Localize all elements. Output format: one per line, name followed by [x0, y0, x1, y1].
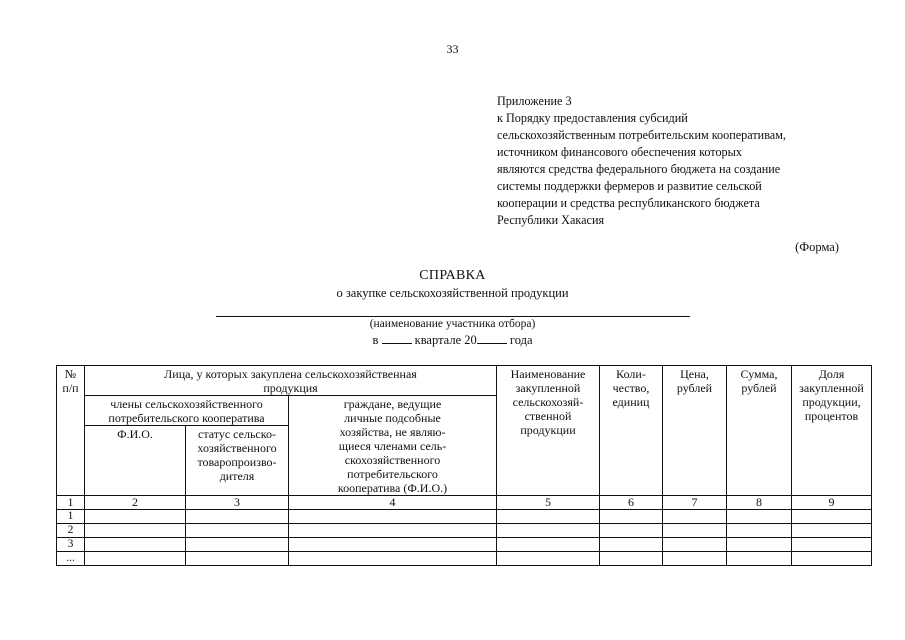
appendix-note: [497, 93, 877, 229]
header-text: потребительского: [347, 467, 438, 481]
header-text: Цена,: [680, 367, 709, 381]
header-sum: [727, 366, 792, 496]
column-number-row: [57, 496, 872, 510]
header-members: [85, 396, 289, 426]
header-text: п/п: [62, 381, 79, 395]
header-text: Коли-: [616, 367, 646, 381]
quarter-blank: [382, 333, 412, 344]
table-cell: [663, 552, 727, 566]
header-text: закупленной: [799, 381, 864, 395]
page-number: 33: [446, 42, 459, 56]
header-text: граждане, ведущие: [343, 397, 442, 411]
column-number: 7: [663, 496, 727, 510]
table-cell: [600, 538, 663, 552]
header-text: закупленной: [515, 381, 581, 395]
year-blank: [477, 333, 507, 344]
header-persons: [85, 366, 497, 396]
table-cell: [186, 510, 289, 524]
table-row: [57, 510, 872, 524]
header-text: процентов: [804, 409, 859, 423]
header-text: кооператива (Ф.И.О.): [337, 481, 448, 495]
table-cell: [600, 552, 663, 566]
header-text: хозяйства, не являю-: [339, 425, 446, 439]
appendix-line: системы поддержки фермеров и развитие сельской: [497, 179, 762, 193]
header-text: рублей: [676, 381, 713, 395]
row-number: 3: [57, 538, 85, 552]
table-cell: [792, 510, 872, 524]
column-number: 3: [186, 496, 289, 510]
header-text: потребительского кооператива: [108, 411, 265, 425]
table-cell: [792, 524, 872, 538]
table-row: [57, 538, 872, 552]
table-cell: [727, 510, 792, 524]
table-cell: [600, 510, 663, 524]
table-cell: [663, 538, 727, 552]
table-cell: [186, 552, 289, 566]
table-cell: [792, 538, 872, 552]
appendix-line: к Порядку предоставления субсидий: [497, 111, 688, 125]
appendix-line: источником финансового обеспечения которых: [497, 145, 742, 159]
table-cell: [727, 538, 792, 552]
header-text: щиеся членами сель-: [338, 439, 447, 453]
form-label: (Форма): [795, 240, 839, 254]
header-text: продукция: [263, 381, 318, 395]
header-text: личные подсобные: [344, 411, 441, 425]
header-text: продукции: [520, 423, 576, 437]
table-cell: [663, 510, 727, 524]
table-cell: [497, 524, 600, 538]
appendix-line: Республики Хакасия: [497, 213, 605, 227]
table-cell: [497, 538, 600, 552]
header-text: дителя: [219, 469, 255, 483]
header-text: хозяйственного: [197, 441, 277, 455]
header-citizens: [289, 396, 497, 496]
table-cell: [792, 552, 872, 566]
header-text: рублей: [741, 381, 777, 395]
header-fio: [85, 426, 186, 496]
header-text: статус сельско-: [198, 427, 276, 441]
header-text: Сумма,: [740, 367, 778, 381]
participant-name-line: [216, 316, 690, 317]
table-cell: [289, 510, 497, 524]
header-status: [186, 426, 289, 496]
table-cell: [186, 538, 289, 552]
table-cell: [289, 538, 497, 552]
table-cell: [727, 552, 792, 566]
table-cell: [497, 510, 600, 524]
quarter-prefix: в: [372, 333, 379, 347]
quarter-line: [0, 333, 905, 348]
quarter-middle: квартале 20: [414, 333, 477, 347]
table-row: [57, 524, 872, 538]
header-text: единиц: [612, 395, 650, 409]
column-number: 6: [600, 496, 663, 510]
header-text: члены сельскохозяйственного: [110, 397, 263, 411]
column-number: 4: [289, 496, 497, 510]
header-text: ственной: [524, 409, 572, 423]
column-number: 9: [792, 496, 872, 510]
column-number: 8: [727, 496, 792, 510]
table-cell: [85, 538, 186, 552]
header-text: продукции,: [802, 395, 861, 409]
header-text: чество,: [612, 381, 650, 395]
table-row: [57, 552, 872, 566]
header-text: Лица, у которых закуплена сельскохозяйственная: [164, 367, 417, 381]
table-cell: [600, 524, 663, 538]
header-text: №: [64, 367, 77, 381]
header-text: Доля: [818, 367, 845, 381]
table-cell: [663, 524, 727, 538]
header-share: [792, 366, 872, 496]
column-number: 5: [497, 496, 600, 510]
appendix-line: Приложение 3: [497, 94, 572, 108]
appendix-line: кооперации и средства республиканского бюджета: [497, 196, 760, 210]
row-number: 2: [57, 524, 85, 538]
header-row-number: [57, 366, 85, 496]
participant-name-caption: (наименование участника отбора): [369, 318, 536, 330]
table-cell: [85, 510, 186, 524]
header-text: Наименование: [510, 367, 586, 381]
header-text: Ф.И.О.: [117, 427, 153, 441]
quarter-suffix: года: [509, 333, 533, 347]
column-number: 2: [85, 496, 186, 510]
header-quantity: [600, 366, 663, 496]
header-product-name: [497, 366, 600, 496]
header-price: [663, 366, 727, 496]
row-number: ...: [57, 552, 85, 566]
appendix-line: являются средства федерального бюджета на создание: [497, 162, 781, 176]
column-number: 1: [57, 496, 85, 510]
row-number: 1: [57, 510, 85, 524]
header-text: скохозяйственного: [344, 453, 441, 467]
table-cell: [85, 524, 186, 538]
document-title: СПРАВКА: [419, 268, 486, 283]
header-text: сельскохозяй-: [512, 395, 584, 409]
table-cell: [289, 552, 497, 566]
table-cell: [497, 552, 600, 566]
table-cell: [289, 524, 497, 538]
table-cell: [727, 524, 792, 538]
document-subtitle: о закупке сельскохозяйственной продукции: [336, 286, 569, 300]
table-cell: [186, 524, 289, 538]
header-text: товаропроизво-: [197, 455, 277, 469]
table-cell: [85, 552, 186, 566]
purchase-table: [56, 365, 872, 566]
appendix-line: сельскохозяйственным потребительским кооперативам,: [497, 128, 786, 142]
